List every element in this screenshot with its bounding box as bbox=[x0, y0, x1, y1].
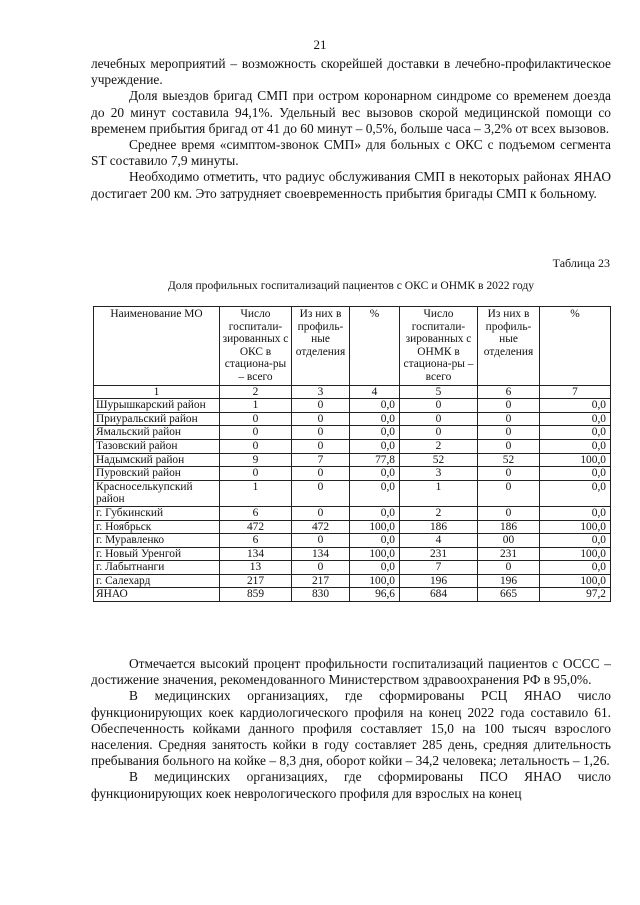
value-cell: 100,0 bbox=[540, 520, 611, 534]
table-row bbox=[94, 412, 611, 426]
value-cell: 665 bbox=[478, 588, 540, 602]
mo-name-cell: Пуровский район bbox=[94, 467, 220, 481]
column-header: % bbox=[350, 307, 400, 386]
index-cell: 2 bbox=[220, 385, 292, 399]
value-cell: 859 bbox=[220, 588, 292, 602]
value-cell: 0 bbox=[220, 426, 292, 440]
value-cell: 231 bbox=[400, 547, 478, 561]
value-cell: 0 bbox=[292, 534, 350, 548]
paragraph: Необходимо отметить, что радиус обслуживания СМП в некоторых районах ЯНАО достигает 200 км. Это затрудняет своевременность прибытия бригады СМП к больному. bbox=[91, 169, 611, 201]
value-cell: 0,0 bbox=[540, 399, 611, 413]
table-row bbox=[94, 426, 611, 440]
value-cell: 0,0 bbox=[350, 534, 400, 548]
index-cell: 3 bbox=[292, 385, 350, 399]
table-header-row bbox=[94, 307, 611, 386]
value-cell: 100,0 bbox=[540, 574, 611, 588]
table-title: Доля профильных госпитализаций пациентов с ОКС и ОНМК в 2022 году bbox=[167, 279, 535, 292]
value-cell: 9 bbox=[220, 453, 292, 467]
mo-name-cell: Ямальский район bbox=[94, 426, 220, 440]
mo-name-cell: Тазовский район bbox=[94, 439, 220, 453]
value-cell: 7 bbox=[400, 561, 478, 575]
mo-name-cell: г. Салехард bbox=[94, 574, 220, 588]
value-cell: 0,0 bbox=[540, 561, 611, 575]
value-cell: 0 bbox=[478, 561, 540, 575]
value-cell: 186 bbox=[478, 520, 540, 534]
value-cell: 1 bbox=[400, 480, 478, 506]
table-row bbox=[94, 520, 611, 534]
value-cell: 0 bbox=[220, 439, 292, 453]
value-cell: 0 bbox=[292, 506, 350, 520]
value-cell: 196 bbox=[478, 574, 540, 588]
index-cell: 4 bbox=[350, 385, 400, 399]
index-cell: 5 bbox=[400, 385, 478, 399]
value-cell: 13 bbox=[220, 561, 292, 575]
value-cell: 231 bbox=[478, 547, 540, 561]
value-cell: 0 bbox=[478, 480, 540, 506]
value-cell: 97,2 bbox=[540, 588, 611, 602]
value-cell: 0 bbox=[400, 399, 478, 413]
column-header: Из них в профиль-ные отделения bbox=[478, 307, 540, 386]
mo-name-cell: ЯНАО bbox=[94, 588, 220, 602]
index-cell: 1 bbox=[94, 385, 220, 399]
value-cell: 0 bbox=[292, 399, 350, 413]
column-index-row bbox=[94, 385, 611, 399]
value-cell: 0,0 bbox=[540, 412, 611, 426]
table-row bbox=[94, 439, 611, 453]
value-cell: 0 bbox=[400, 412, 478, 426]
value-cell: 7 bbox=[292, 453, 350, 467]
value-cell: 100,0 bbox=[350, 574, 400, 588]
top-text bbox=[91, 56, 611, 202]
value-cell: 0 bbox=[220, 412, 292, 426]
value-cell: 0,0 bbox=[350, 399, 400, 413]
value-cell: 6 bbox=[220, 534, 292, 548]
value-cell: 100,0 bbox=[540, 547, 611, 561]
value-cell: 0,0 bbox=[540, 480, 611, 506]
paragraph: В медицинских организациях, где сформированы ПСО ЯНАО число функционирующих коек неврологического профиля для взрослых на конец bbox=[91, 769, 611, 801]
value-cell: 0 bbox=[478, 412, 540, 426]
value-cell: 77,8 bbox=[350, 453, 400, 467]
value-cell: 1 bbox=[220, 480, 292, 506]
value-cell: 684 bbox=[400, 588, 478, 602]
value-cell: 0 bbox=[478, 426, 540, 440]
value-cell: 196 bbox=[400, 574, 478, 588]
table-row bbox=[94, 399, 611, 413]
bottom-text bbox=[91, 656, 611, 802]
value-cell: 830 bbox=[292, 588, 350, 602]
index-cell: 6 bbox=[478, 385, 540, 399]
value-cell: 4 bbox=[400, 534, 478, 548]
value-cell: 0,0 bbox=[350, 467, 400, 481]
value-cell: 0 bbox=[220, 467, 292, 481]
value-cell: 0,0 bbox=[540, 426, 611, 440]
table-row bbox=[94, 547, 611, 561]
value-cell: 100,0 bbox=[540, 453, 611, 467]
column-header: % bbox=[540, 307, 611, 386]
value-cell: 0 bbox=[478, 439, 540, 453]
value-cell: 00 bbox=[478, 534, 540, 548]
paragraph: В медицинских организациях, где сформированы РСЦ ЯНАО число функционирующих коек кардиологического профиля на конец 2022 года составило 61. Обеспеченность койками данного профиля составляет 15,0 на 100 тысяч взрослого населения. Средняя занятость койки в году составляет 285 день, средняя длительность пребывания больного на койке – 8,3 дня, оборот койки – 34,2 человека; летальность – 1,26. bbox=[91, 688, 611, 769]
table-label: Таблица 23 bbox=[552, 256, 610, 270]
value-cell: 0 bbox=[478, 399, 540, 413]
paragraph: Отмечается высокий процент профильности госпитализаций пациентов с ОССС – достижение значения, рекомендованного Министерством здравоохранения РФ в 95,0%. bbox=[91, 656, 611, 688]
value-cell: 0,0 bbox=[540, 439, 611, 453]
table-row bbox=[94, 453, 611, 467]
value-cell: 0,0 bbox=[540, 467, 611, 481]
mo-name-cell: Красноселькупский район bbox=[94, 480, 220, 506]
value-cell: 0 bbox=[478, 467, 540, 481]
table-row bbox=[94, 480, 611, 506]
column-header: Наименование МО bbox=[94, 307, 220, 386]
column-header: Из них в профиль-ные отделения bbox=[292, 307, 350, 386]
value-cell: 0 bbox=[478, 506, 540, 520]
paragraph: Доля выездов бригад СМП при остром коронарном синдроме со временем доезда до 20 минут составила 94,1%. Удельный вес вызовов скорой медицинской помощи со временем прибытия бригад от 41 до 60 минут – 0,5%, больше часа – 3,2% от всех вызовов. bbox=[91, 88, 611, 136]
table-row bbox=[94, 467, 611, 481]
value-cell: 217 bbox=[220, 574, 292, 588]
value-cell: 0 bbox=[292, 467, 350, 481]
mo-name-cell: г. Ноябрьск bbox=[94, 520, 220, 534]
value-cell: 0 bbox=[400, 426, 478, 440]
value-cell: 134 bbox=[220, 547, 292, 561]
value-cell: 1 bbox=[220, 399, 292, 413]
paragraph: Среднее время «симптом-звонок СМП» для больных с ОКС с подъемом сегмента ST составило 7,9 минуты. bbox=[91, 137, 611, 169]
value-cell: 0 bbox=[292, 561, 350, 575]
hospitalization-table bbox=[93, 306, 611, 602]
value-cell: 472 bbox=[292, 520, 350, 534]
table-row bbox=[94, 534, 611, 548]
value-cell: 96,6 bbox=[350, 588, 400, 602]
mo-name-cell: Надымский район bbox=[94, 453, 220, 467]
value-cell: 0,0 bbox=[350, 426, 400, 440]
paragraph: лечебных мероприятий – возможность скорейшей доставки в лечебно-профилактическое учреждение. bbox=[91, 56, 611, 88]
mo-name-cell: Шурышкарский район bbox=[94, 399, 220, 413]
value-cell: 0,0 bbox=[540, 506, 611, 520]
value-cell: 0,0 bbox=[350, 439, 400, 453]
value-cell: 0,0 bbox=[350, 506, 400, 520]
index-cell: 7 bbox=[540, 385, 611, 399]
value-cell: 472 bbox=[220, 520, 292, 534]
value-cell: 100,0 bbox=[350, 547, 400, 561]
value-cell: 100,0 bbox=[350, 520, 400, 534]
value-cell: 134 bbox=[292, 547, 350, 561]
value-cell: 52 bbox=[478, 453, 540, 467]
value-cell: 0 bbox=[292, 439, 350, 453]
value-cell: 2 bbox=[400, 506, 478, 520]
value-cell: 0,0 bbox=[350, 412, 400, 426]
page-number: 21 bbox=[313, 37, 327, 52]
mo-name-cell: г. Муравленко bbox=[94, 534, 220, 548]
value-cell: 0 bbox=[292, 412, 350, 426]
value-cell: 3 bbox=[400, 467, 478, 481]
value-cell: 2 bbox=[400, 439, 478, 453]
value-cell: 0,0 bbox=[350, 480, 400, 506]
mo-name-cell: г. Губкинский bbox=[94, 506, 220, 520]
value-cell: 0 bbox=[292, 480, 350, 506]
table-row bbox=[94, 506, 611, 520]
mo-name-cell: Приуральский район bbox=[94, 412, 220, 426]
mo-name-cell: г. Новый Уренгой bbox=[94, 547, 220, 561]
column-header: Число госпитали-зированных с ОНМК в стациона-ры – всего bbox=[400, 307, 478, 386]
value-cell: 0,0 bbox=[350, 561, 400, 575]
table-row bbox=[94, 574, 611, 588]
value-cell: 217 bbox=[292, 574, 350, 588]
value-cell: 0 bbox=[292, 426, 350, 440]
value-cell: 52 bbox=[400, 453, 478, 467]
mo-name-cell: г. Лабытнанги bbox=[94, 561, 220, 575]
value-cell: 186 bbox=[400, 520, 478, 534]
value-cell: 0,0 bbox=[540, 534, 611, 548]
table-row bbox=[94, 588, 611, 602]
column-header: Число госпитали-зированных с ОКС в стациона-ры – всего bbox=[220, 307, 292, 386]
table-row bbox=[94, 561, 611, 575]
value-cell: 6 bbox=[220, 506, 292, 520]
